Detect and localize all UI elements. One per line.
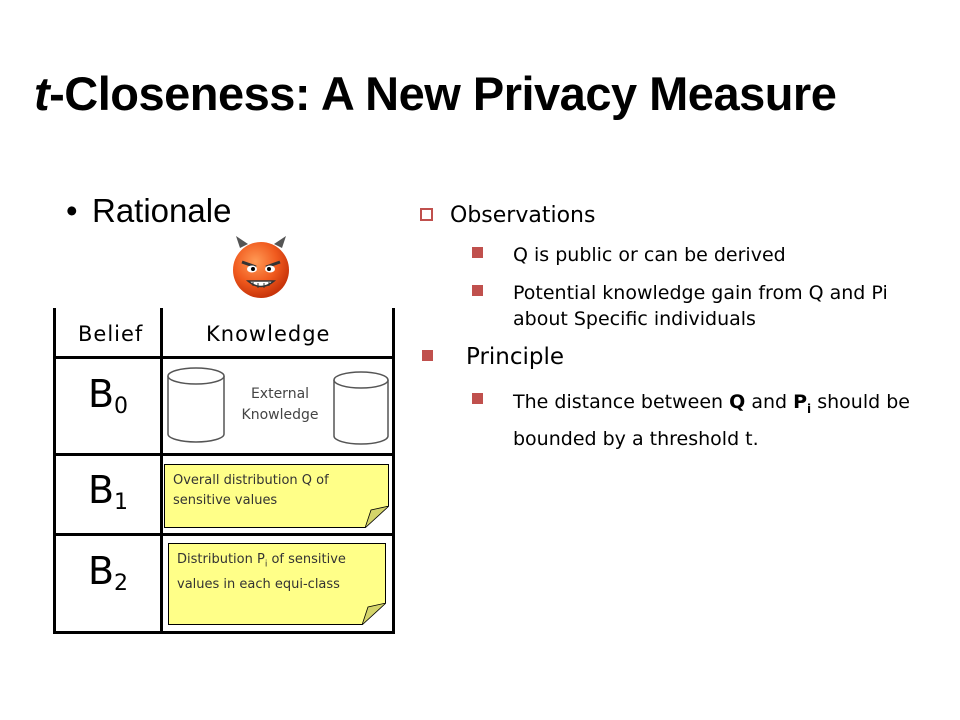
square-bullet-icon: [472, 247, 483, 258]
square-bullet-icon: [472, 285, 483, 296]
square-bullet-icon: [472, 393, 483, 404]
observation-item: Potential knowledge gain from Q and Pi about Specific individuals: [513, 282, 888, 330]
devil-face-icon: [228, 234, 294, 300]
belief-b2: $B_2$: [87, 549, 129, 596]
database-cylinder-icon: [166, 366, 226, 444]
observations-heading: Observations: [420, 203, 595, 228]
belief-b0: $B_0$: [87, 372, 129, 419]
principle-text: The distance between Q and $P_i$ should be bounded by a threshold t.: [513, 391, 910, 450]
header-knowledge: Knowledge: [206, 322, 331, 346]
principle-heading: Principle: [466, 344, 565, 370]
slide-title: t-Closeness: A New Privacy Measure: [34, 67, 837, 120]
square-bullet-icon: [422, 350, 433, 361]
hollow-square-bullet-icon: [420, 208, 433, 221]
database-cylinder-icon: [332, 370, 390, 446]
sticky-note-overall-distribution: Overall distribution Q of sensitive values: [164, 464, 389, 528]
rationale-bullet: • Rationale: [66, 192, 232, 229]
header-belief: Belief: [78, 322, 144, 346]
sticky-note-class-distribution: Distribution $P_i$ of sensitive values in each equi-class: [168, 543, 386, 625]
external-knowledge-label: External Knowledge: [241, 386, 319, 423]
belief-b1: $B_1$: [87, 468, 129, 515]
observation-item: Q is public or can be derived: [513, 244, 786, 266]
